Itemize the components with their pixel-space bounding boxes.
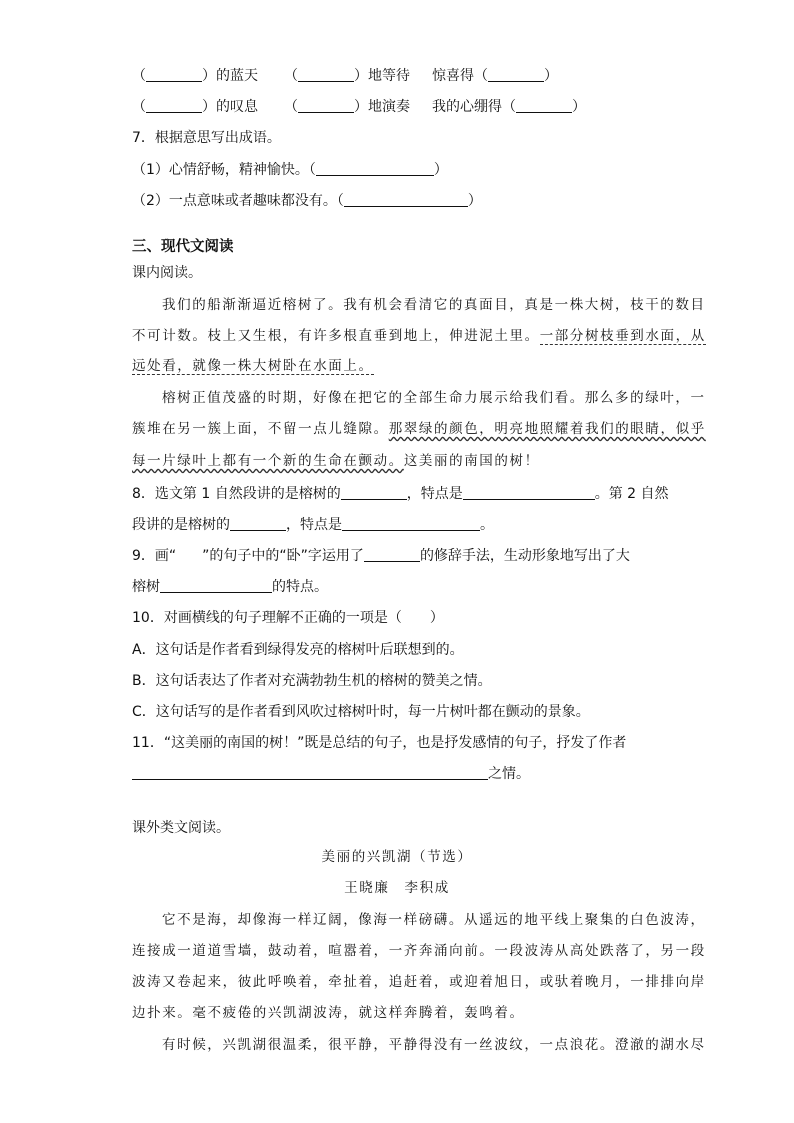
q8-line-1 bbox=[132, 484, 669, 504]
answer-blank[interactable] bbox=[488, 67, 544, 82]
q7-a-text: （1）心情舒畅，精神愉快。（ bbox=[132, 162, 316, 178]
answer-blank[interactable] bbox=[132, 765, 488, 780]
answer-blank[interactable] bbox=[146, 98, 202, 113]
q10-title: 10．对画横线的句子理解不正确的一项是（ ） bbox=[132, 610, 444, 626]
passage1-line bbox=[132, 356, 374, 376]
paren-close: ） bbox=[433, 162, 448, 178]
passage2-line: 波涛又卷起来，彼此呼唤着，牵扯着，追赶着，或迎着旭日，或驮着晚月，一排排向岸 bbox=[132, 974, 706, 990]
fill-row-2 bbox=[132, 97, 586, 117]
passage1-line bbox=[132, 419, 706, 439]
subsection-extra: 课外类文阅读。 bbox=[132, 820, 230, 836]
q8-text: ，特点是 bbox=[286, 517, 342, 533]
q8-text: 段讲的是榕树的 bbox=[132, 517, 230, 533]
q8-text: 。 bbox=[480, 517, 494, 533]
q8-text: 8．选文第 1 自然段讲的是榕树的 bbox=[132, 486, 341, 502]
paren-close: ） bbox=[467, 193, 482, 209]
q10-option-c[interactable]: C．这句话写的是作者看到风吹过榕树叶时，每一片树叶都在颤动的景象。 bbox=[132, 704, 590, 720]
answer-blank[interactable] bbox=[516, 98, 572, 113]
wavy-underline-sentence: 每一片绿叶上都有一个新的生命在颤动。 bbox=[132, 453, 404, 469]
passage1-line: 我们的船渐渐逼近榕树了。我有机会看清它的真面目，真是一株大树，枝干的数目 bbox=[162, 297, 706, 313]
row1-item3: 惊喜得（ bbox=[432, 68, 488, 84]
passage2-line: 它不是海，却像海一样辽阔，像海一样磅礴。从遥远的地平线上聚集的白色波涛， bbox=[162, 912, 706, 928]
q7-title: 7．根据意思写出成语。 bbox=[132, 130, 281, 146]
q7-item-2 bbox=[132, 191, 482, 211]
passage1-line bbox=[132, 451, 540, 471]
answer-blank[interactable] bbox=[342, 516, 480, 531]
paren: （ bbox=[132, 68, 146, 84]
q8-text: 。第 2 自然 bbox=[594, 486, 669, 502]
row1-item1: ）的蓝天 bbox=[202, 68, 258, 84]
wavy-underline-sentence: 那翠绿的颜色，明亮地照耀着我们的眼睛，似乎 bbox=[388, 421, 706, 437]
q7-b-text: （2）一点意味或者趣味都没有。（ bbox=[132, 193, 344, 209]
answer-blank[interactable] bbox=[230, 516, 286, 531]
q11-text: 之情。 bbox=[488, 766, 530, 782]
answer-blank[interactable] bbox=[344, 192, 468, 207]
wavy-line-sample bbox=[176, 546, 202, 566]
answer-blank[interactable] bbox=[341, 485, 407, 500]
row2-item2: ）地演奏 bbox=[354, 99, 410, 115]
q9-line-2 bbox=[132, 577, 328, 597]
paren: （ bbox=[284, 99, 298, 115]
passage1-line: 榕树正值茂盛的时期，好像在把它的全部生命力展示给我们看。那么多的绿叶，一 bbox=[162, 390, 706, 406]
fill-row-1 bbox=[132, 66, 558, 86]
paren-close: ） bbox=[572, 99, 586, 115]
answer-blank[interactable] bbox=[298, 67, 354, 82]
passage2-line: 边扑来。毫不疲倦的兴凯湖波涛，就这样奔腾着，轰鸣着。 bbox=[132, 1005, 525, 1021]
passage-text: 这美丽的南国的树！ bbox=[403, 453, 540, 469]
passage2-line: 有时候，兴凯湖很温柔，很平静，平静得没有一丝波纹，一点浪花。澄澈的湖水尽 bbox=[162, 1037, 706, 1053]
answer-blank[interactable] bbox=[160, 578, 272, 593]
paren: （ bbox=[284, 68, 298, 84]
answer-blank[interactable] bbox=[364, 547, 420, 562]
answer-blank[interactable] bbox=[298, 98, 354, 113]
q9-text: 的特点。 bbox=[272, 579, 328, 595]
passage1-line bbox=[132, 326, 706, 346]
passage2-author: 王晓廉 李积成 bbox=[344, 880, 450, 896]
passage-text: 簇堆在另一簇上面，不留一点儿缝隙。 bbox=[132, 421, 389, 437]
q9-text: ”的句子中的“卧”字运用了 bbox=[202, 548, 364, 564]
passage2-title: 美丽的兴凯湖（节选） bbox=[321, 849, 473, 865]
q9-text: 9．画“ bbox=[132, 548, 177, 564]
row1-item2: ）地等待 bbox=[354, 68, 410, 84]
q9-text: 榕树 bbox=[132, 579, 160, 595]
q9-line-1 bbox=[132, 546, 630, 566]
q10-option-b[interactable]: B．这句话表达了作者对充满勃勃生机的榕树的赞美之情。 bbox=[132, 673, 492, 689]
row2-item1: ）的叹息 bbox=[202, 99, 258, 115]
answer-blank[interactable] bbox=[146, 67, 202, 82]
q8-line-2 bbox=[132, 515, 494, 535]
paren-close: ） bbox=[544, 68, 558, 84]
row2-item3: 我的心绷得（ bbox=[432, 99, 516, 115]
answer-blank[interactable] bbox=[463, 485, 595, 500]
dashed-underline-sentence: 远处看，就像一株大树卧在水面上。 bbox=[132, 358, 374, 374]
subsection-in-class: 课内阅读。 bbox=[132, 265, 202, 281]
q7-item-1 bbox=[132, 160, 448, 180]
passage-text: 不可计数。枝上又生根，有许多根直垂到地上，伸进泥土里。 bbox=[132, 328, 540, 344]
answer-blank[interactable] bbox=[316, 161, 434, 176]
section-title: 三、现代文阅读 bbox=[132, 239, 234, 255]
paren: （ bbox=[132, 99, 146, 115]
q9-text: 的修辞手法，生动形象地写出了大 bbox=[419, 548, 630, 564]
dashed-underline-sentence: 一部分树枝垂到水面，从 bbox=[539, 328, 706, 344]
q8-text: ，特点是 bbox=[406, 486, 463, 502]
q11-line-1: 11．“这美丽的南国的树！”既是总结的句子，也是抒发感情的句子，抒发了作者 bbox=[132, 735, 627, 751]
passage2-line: 连接成一道道雪墙，鼓动着，喧嚣着，一齐奔涌向前。一段波涛从高处跌落了，另一段 bbox=[132, 943, 706, 959]
q11-line-2 bbox=[132, 764, 530, 784]
q10-option-a[interactable]: A．这句话是作者看到绿得发亮的榕树叶后联想到的。 bbox=[132, 642, 464, 658]
